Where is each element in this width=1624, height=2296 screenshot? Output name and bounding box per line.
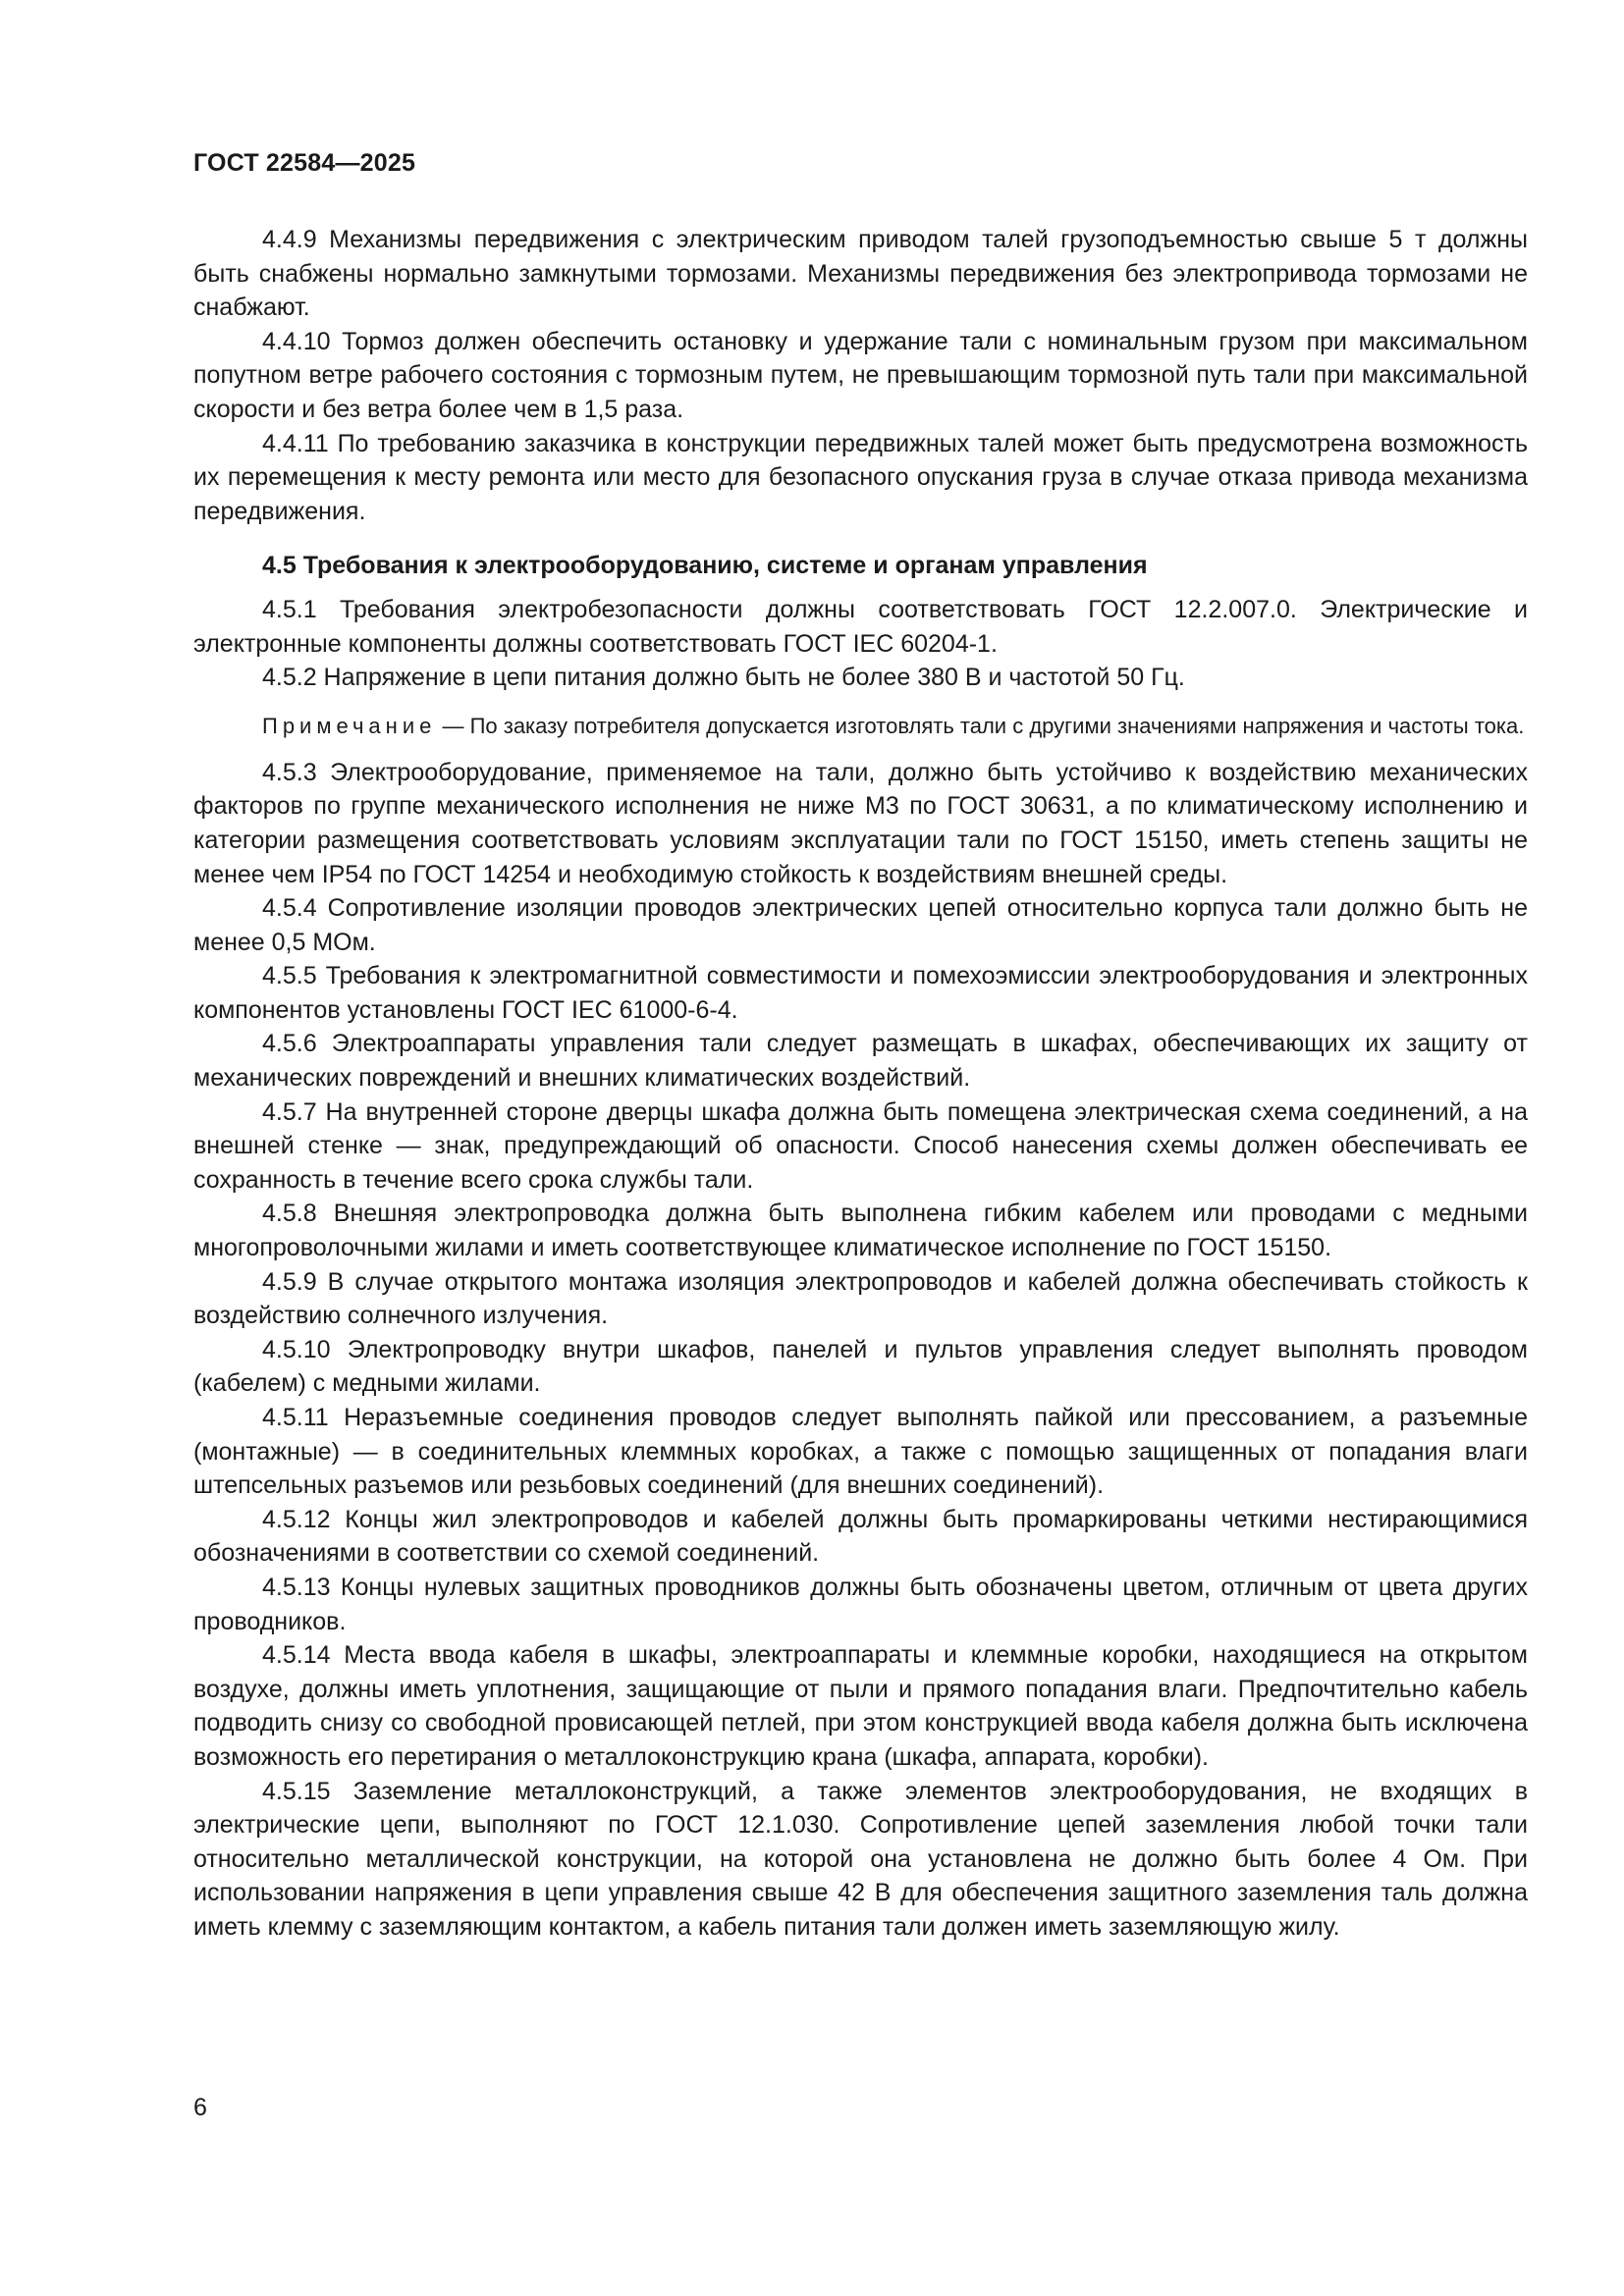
paragraph-4-4-9: 4.4.9 Механизмы передвижения с электрическим приводом талей грузоподъемностью свыше 5 т должны быть снабжены нормально замкнутыми тормозами. Механизмы передвижения без электропривода тормозами не снабжают. [193, 226, 1528, 322]
paragraph-4-4-10: 4.4.10 Тормоз должен обеспечить остановку и удержание тали с номинальным грузом при максимальном попутном ветре рабочего состояния с тормозным путем, не превышающим тормозной путь тали при максимальной скорости и без ветра более чем в 1,5 раза. [193, 327, 1528, 423]
section-title-4-5: 4.5 Требования к электрооборудованию, системе и органам управления [262, 552, 1148, 580]
paragraph-4-5-8: 4.5.8 Внешняя электропроводка должна быть выполнена гибким кабелем или проводами с медными многопроволочными жилами и иметь соответствующее климатическое исполнение по ГОСТ 15150. [193, 1200, 1528, 1262]
paragraph-4-5-12: 4.5.12 Концы жил электропроводов и кабелей должны быть промаркированы четкими нестирающимися обозначениями в соответствии со схемой соединений. [193, 1505, 1528, 1568]
paragraph-4-5-6: 4.5.6 Электроаппараты управления тали следует размещать в шкафах, обеспечивающих их защиту от механических повреждений и внешних климатических воздействий. [193, 1030, 1528, 1093]
paragraph-4-5-1: 4.5.1 Требования электробезопасности должны соответствовать ГОСТ 12.2.007.0. Электрические и электронные компоненты должны соответствовать ГОСТ IEC 60204-1. [193, 595, 1528, 658]
paragraph-4-5-4: 4.5.4 Сопротивление изоляции проводов электрических цепей относительно корпуса тали должно быть не менее 0,5 МОм. [193, 894, 1528, 956]
paragraph-4-5-7: 4.5.7 На внутренней стороне дверцы шкафа должна быть помещена электрическая схема соединений, а на внешней стенке — знак, предупреждающий об опасности. Способ нанесения схемы должен обеспечивать ее сохранность в течение всего срока службы тали. [193, 1097, 1528, 1194]
page-number: 6 [193, 2094, 207, 2121]
paragraph-4-5-15: 4.5.15 Заземление металлоконструкций, а также элементов электрооборудования, не входящих в электрические цепи, выполняют по ГОСТ 12.1.030. Сопротивление цепей заземления любой точки тали относительно металлической конструкции, на которой она установлена не должно быть более 4 Ом. При использовании напряжения в цепи управления свыше 42 В для обеспечения защитного заземления таль должна иметь клемму с заземляющим контактом, а кабель питания тали должен иметь заземляющую жилу. [193, 1777, 1528, 1941]
document-header: ГОСТ 22584—2025 [193, 149, 416, 177]
note-label: Примечание [262, 713, 437, 738]
paragraph-4-5-13: 4.5.13 Концы нулевых защитных проводников должны быть обозначены цветом, отличным от цвета других проводников. [193, 1573, 1528, 1635]
note-text: — По заказу потребителя допускается изготовлять тали с другими значениями напряжения и частоты тока. [436, 713, 1525, 738]
paragraph-4-5-3: 4.5.3 Электрооборудование, применяемое на тали, должно быть устойчиво к воздействию механических факторов по группе механического исполнения не ниже М3 по ГОСТ 30631, а по климатическому исполнению и категории размещения соответствовать условиям эксплуатации тали по ГОСТ 15150, иметь степень защиты не менее чем IP54 по ГОСТ 14254 и необходимую стойкость к воздействиям внешней среды. [193, 758, 1528, 888]
paragraph-4-5-10: 4.5.10 Электропроводку внутри шкафов, панелей и пультов управления следует выполнять проводом (кабелем) с медными жилами. [193, 1335, 1528, 1398]
paragraph-4-5-5: 4.5.5 Требования к электромагнитной совместимости и помехоэмиссии электрооборудования и электронных компонентов установлены ГОСТ IEC 61000-6-4. [193, 962, 1528, 1024]
paragraph-4-5-14: 4.5.14 Места ввода кабеля в шкафы, электроаппараты и клеммные коробки, находящиеся на открытом воздухе, должны иметь уплотнения, защищающие от пыли и прямого попадания влаги. Предпочтительно кабель подводить снизу со свободной провисающей петлей, при этом конструкцией ввода кабеля должна быть исключена возможность его перетирания о металлоконструкцию крана (шкафа, аппарата, коробки). [193, 1641, 1528, 1771]
paragraph-4-5-2: 4.5.2 Напряжение в цепи питания должно быть не более 380 В и частотой 50 Гц. [262, 664, 1185, 692]
paragraph-4-4-11: 4.4.11 По требованию заказчика в конструкции передвижных талей может быть предусмотрена возможность их перемещения к месту ремонта или место для безопасного опускания груза в случае отказа привода механизма передвижения. [193, 429, 1528, 525]
document-body [193, 223, 1528, 1945]
paragraph-4-5-9: 4.5.9 В случае открытого монтажа изоляция электропроводов и кабелей должна обеспечивать стойкость к воздействию солнечного излучения. [193, 1267, 1528, 1330]
note [193, 711, 1528, 742]
paragraph-4-5-11: 4.5.11 Неразъемные соединения проводов следует выполнять пайкой или прессованием, а разъемные (монтажные) — в соединительных клеммных коробках, а также с помощью защищенных от попадания влаги штепсельных разъемов или резьбовых соединений (для внешних соединений). [193, 1404, 1528, 1500]
